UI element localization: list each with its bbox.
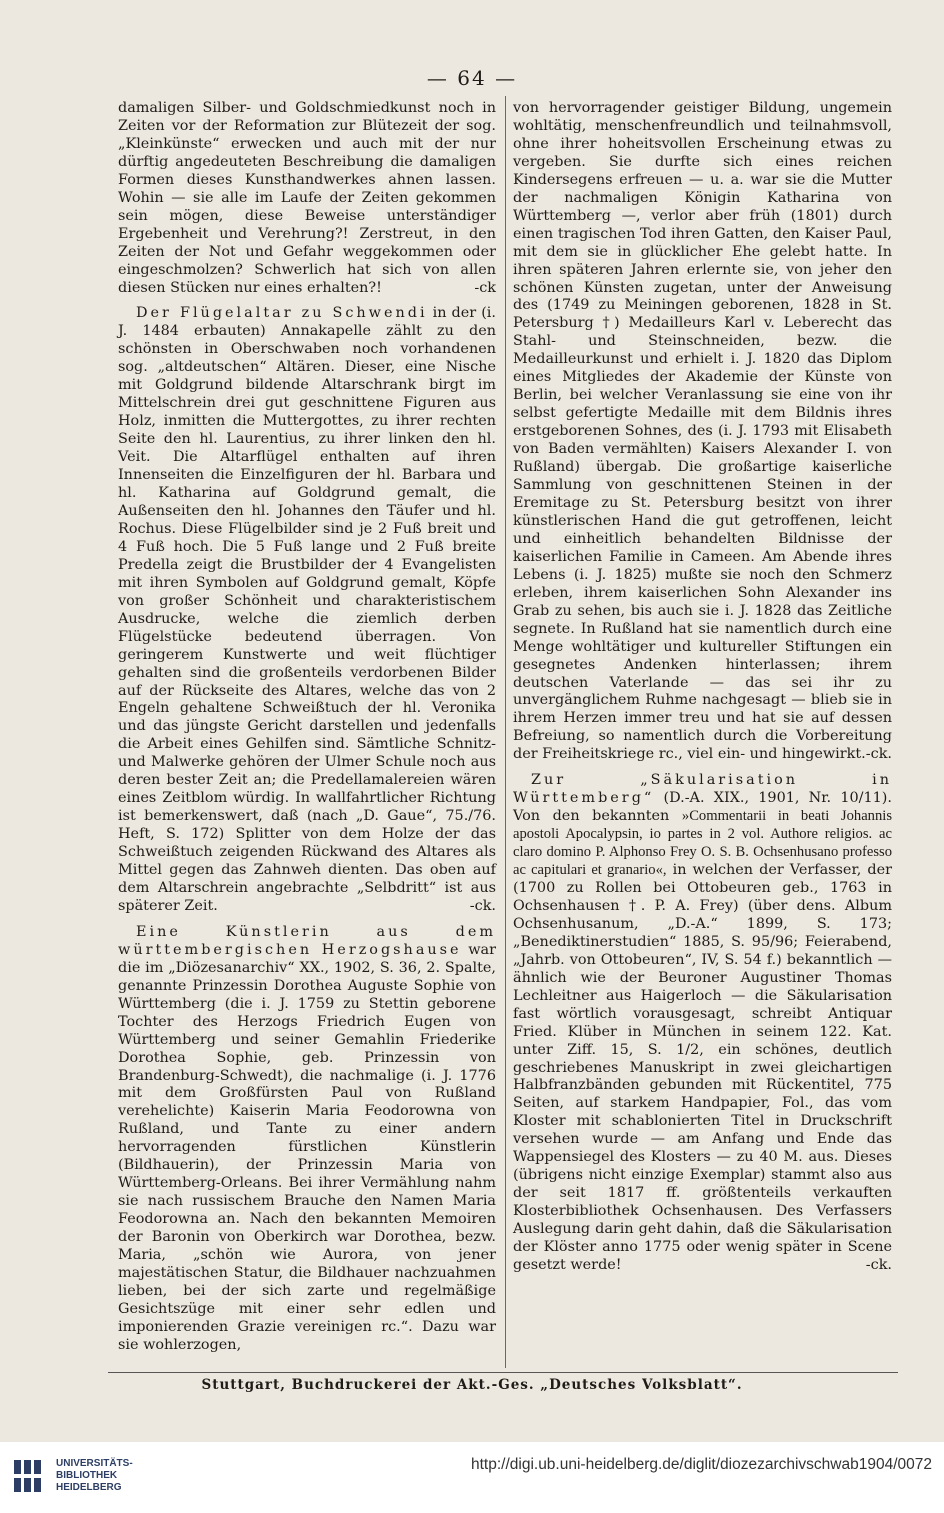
article-saekularisation: [513, 772, 892, 1275]
library-name-line: BIBLIOTHEK: [56, 1470, 118, 1481]
article-title: Der Flügelaltar zu Schwendi: [136, 305, 428, 322]
article-kuenstlerin-continuation: [513, 100, 892, 764]
article-title: Eine Künstlerin aus dem württembergischen Herzogshause: [118, 923, 496, 958]
right-column: [513, 100, 892, 1275]
library-name-line: HEIDELBERG: [56, 1482, 122, 1493]
article-kuenstlerin: [118, 924, 496, 1355]
page-number: — 64 —: [426, 66, 518, 90]
left-column: [118, 100, 496, 1355]
article-silver-continuation: [118, 100, 496, 297]
author-signature: -ck.: [865, 746, 892, 763]
latin-citation: »Commentarii in beati Johannis apostoli Apocalypsin, io partes in 2 vol. Authore religios. ac claro domino P. Alphonso Frey O. S. B. Ochsenhusano professo ac capitulari et granario«,: [513, 808, 892, 879]
printer-imprint: Stuttgart, Buchdruckerei der Akt.-Ges. „Deutsches Volksblatt“.: [201, 1377, 743, 1393]
library-name-line: UNIVERSITÄTS-: [56, 1458, 133, 1469]
author-signature: -ck.: [469, 897, 496, 914]
paragraph-text: in der (i. J. 1484 erbauten) Annakapelle zählt zu den schönsten in Oberschwaben noch vorhandenen sog. „altdeutschen“ Altären. Dieser, eine Nische mit Goldgrund bildende Altarschrank birgt im Mittelschrein drei gut geschnittene Figuren aus Holz, inmitten die Muttergottes, zu ihrer rechten Seite den hl. Laurentius, zu ihrer linken den hl. Veit. Die Altarflügel enthalten auf ihren Innenseiten die Einzelfiguren der hl. Barbara und hl. Katharina auf Goldgrund gemalt, die Außenseiten den hl. Johannes den Täufer und hl. Rochus. Diese Flügelbilder sind je 2 Fuß breit und 4 Fuß hoch. Die 5 Fuß lange und 2 Fuß breite Predella zeigt die Brustbilder der 4 Evangelisten mit ihren Symbolen auf Goldgrund gemalt, Köpfe von großer Schönheit und charakteristischem Ausdrucke, welche die ziemlich derben Flügelstücke bedeutend überragen. Von geringerem Kunstwerte und weit flüchtiger gehalten sind die großenteils verdorbenen Bilder auf der Rückseite des Altares, welche das von 2 Engeln gehaltene Schweißtuch der hl. Veronika und das jüngste Gericht darstellen und jedenfalls die Arbeit eines Gehilfen sind. Sämtliche Schnitz- und Malwerke gehören der Ulmer Schule noch aus deren bester Zeit an; die Predellamalereien wären eines Zeitblom würdig. In wallfahrtlicher Richtung ist bemerkenswert, daß (nach „D. Gaue“, 75./76. Heft, S. 172) Splitter von dem Holze der das Schweißtuch zeigenden Rückwand des Altares als Mittel gegen das Zahnweh dienten. Das oben auf dem Altarschrein angebrachte „Selbdritt“ ist aus späterer Zeit.: [118, 305, 496, 914]
author-signature: -ck: [474, 279, 496, 296]
paragraph-text: war die im „Diözesanarchiv“ XX., 1902, S. 36, 2. Spalte, genannte Prinzessin Dorothea Auguste Sophie von Württemberg (die i. J. 1759 zu Stettin geborene Tochter des Herzogs Friedrich Eugen von Württemberg und seiner Gemahlin Friederike Dorothea Sophie, geb. Prinzessin von Brandenburg-Schwedt), die nachmalige (i. J. 1776 mit dem Großfürsten Paul von Rußland verehelichte) Kaiserin Maria Feodorowna von Rußland, und Tante zu einer andern hervorragenden fürstlichen Künstlerin (Bildhauerin), der Prinzessin Maria von Württemberg-Orleans. Bei ihrer Vermählung nahm sie nach russischem Brauche den Namen Maria Feodorowna an. Nach den bekannten Memoiren der Baronin von Oberkirch war Dorothea, bezw. Maria, „schön wie Aurora, von jener majestätischen Statur, die Bildhauer nachzuahmen lieben, bei der sich zarte und regelmäßige Gesichtszüge mit einer sehr edlen und imponierenden Grazie vereinigen rc.“. Dazu war sie wohlerzogen,: [118, 941, 496, 1353]
library-footer-bar: [0, 1442, 944, 1513]
article-fluegelaltar: [118, 305, 496, 915]
paragraph-text: (D.-A. XIX., 1901, Nr. 10/11). Von den bekannten: [513, 790, 892, 825]
paragraph-text: in welchen der Verfasser, der (1700 zu Rollen bei Ottobeuren geb., 1763 in Ochsenhausen †. P. A. Frey) (über dens. Album Ochsenhusanum, „D.-A.“ 1899, S. 173; „Benediktinerstudien“ 1885, S. 95/96; Feierabend, „Jahrb. von Ottobeuren“, IV, S. 54 f.) bekanntlich — ähnlich wie der Beuroner Augustiner Thomas Lechleitner aus Haigerloch — die Säkularisation fast wörtlich vorausgesagt, schreibt Antiquar Fried. Klüber in München in seinem 122. Kat. unter Ziff. 15, S. 1/2, ein schönes, deutlich geschriebenes Manuskript in zwei gleichartigen Halbfranzbänden gebunden mit Rückentitel, 775 Seiten, auf starkem Handpapier, Fol., das vom Kloster mit schablonierten Titel in Druckschrift versehen wurde — am Anfang und Ende das Wappensiegel des Klosters — zu 40 M. aus. Dieses (übrigens nicht einzige Exemplar) stammt also aus der seit 1817 ff. größtenteils verkauften Klosterbibliothek Ochsenhausen. Des Verfassers Auslegung darin geht dahin, daß die Säkularisation der Klöster anno 1775 oder wenig später in Scene gesetzt werde!: [513, 862, 892, 1273]
article-title: Zur „Säkularisation in Württemberg“: [513, 772, 892, 807]
library-name: [56, 1458, 133, 1494]
library-logo[interactable]: [10, 1452, 133, 1502]
footer-rule: [108, 1372, 898, 1373]
column-divider: [505, 96, 506, 1368]
paragraph-text: damaligen Silber- und Goldschmiedkunst noch in Zeiten vor der Reformation zur Blütezeit der sog. „Kleinkünste“ erwecken und auch mit der nur dürftig angedeuteten Beschreibung die damaligen Formen dieses Kunsthandwerkes ahnen lassen. Wohin — sie alle im Laufe der Zeiten gekommen sein mögen, diese Beweise unterständiger Ergebenheit und Verehrung?! Zerstreut, in den Zeiten der Not und Gefahr weggekommen oder eingeschmolzen? Schwerlich hat sich von allen diesen Stücken nur eines erhalten?!: [118, 100, 496, 296]
paragraph-text: von hervorragender geistiger Bildung, ungemein wohltätig, menschenfreundlich und teilnahmsvoll, ohne ihrer hoheitsvollen Erscheinung etwas zu vergeben. Sie durfte sich eines reichen Kindersegens erfreuen — u. a. war sie die Mutter der nachmaligen Königin Katharina von Württemberg —, verlor aber früh (1801) durch einen tragischen Tod ihren Gatten, den Kaiser Paul, mit dem sie in glücklicher Ehe gelebt hatte. In ihren späteren Jahren erlernte sie, von jeher den schönen Künsten zugetan, unter der Anweisung des (1749 zu Meiningen geborenen, 1828 in St. Petersburg †) Medailleurs Karl v. Leberecht das Stahl- und Steinschneiden, bezw. die Medailleurkunst und erhielt i. J. 1820 das Diplom eines Mitgliedes der Akademie der Künste von Berlin, bei welcher Veranlassung sie eine von ihr selbst gefertigte Medaille mit dem Bildnis ihres erstgeborenen Sohnes, des (i. J. 1793 mit Elisabeth von Baden vermählten) Kaisers Alexander I. von Rußland) übergab. Die großartige kaiserliche Sammlung von geschnittenen Steinen in der Eremitage zu St. Petersburg besitzt von ihrer künstlerischen Hand die gut getroffenen, leicht und einheitlich behandelten Bildnisse der kaiserlichen Familie in Cameen. Am Abende ihres Lebens (i. J. 1825) mußte sie noch den Schmerz erleben, ihrem kaiserlichen Sohn Alexander ins Grab zu sehen, bis auch sie i. J. 1828 das Zeitliche segnete. In Rußland hat sie namentlich durch eine Menge wohltätiger und kultureller Stiftungen ein gesegnetes Andenken hinterlassen; ihrem deutschen Vaterlande — das sei ihr zu unvergänglichem Ruhme nachgesagt — blieb sie in ihrem Herzen immer treu und hat sie auf dessen Befreiung, so namentlich durch die Vorbereitung der Freiheitskriege rc., viel ein- und hingewirkt.: [513, 100, 892, 763]
permalink-url[interactable]: http://digi.ub.uni-heidelberg.de/diglit/diozezarchivschwab1904/0072: [470, 1456, 932, 1473]
library-emblem-icon: [10, 1456, 50, 1496]
author-signature: -ck.: [865, 1257, 892, 1273]
